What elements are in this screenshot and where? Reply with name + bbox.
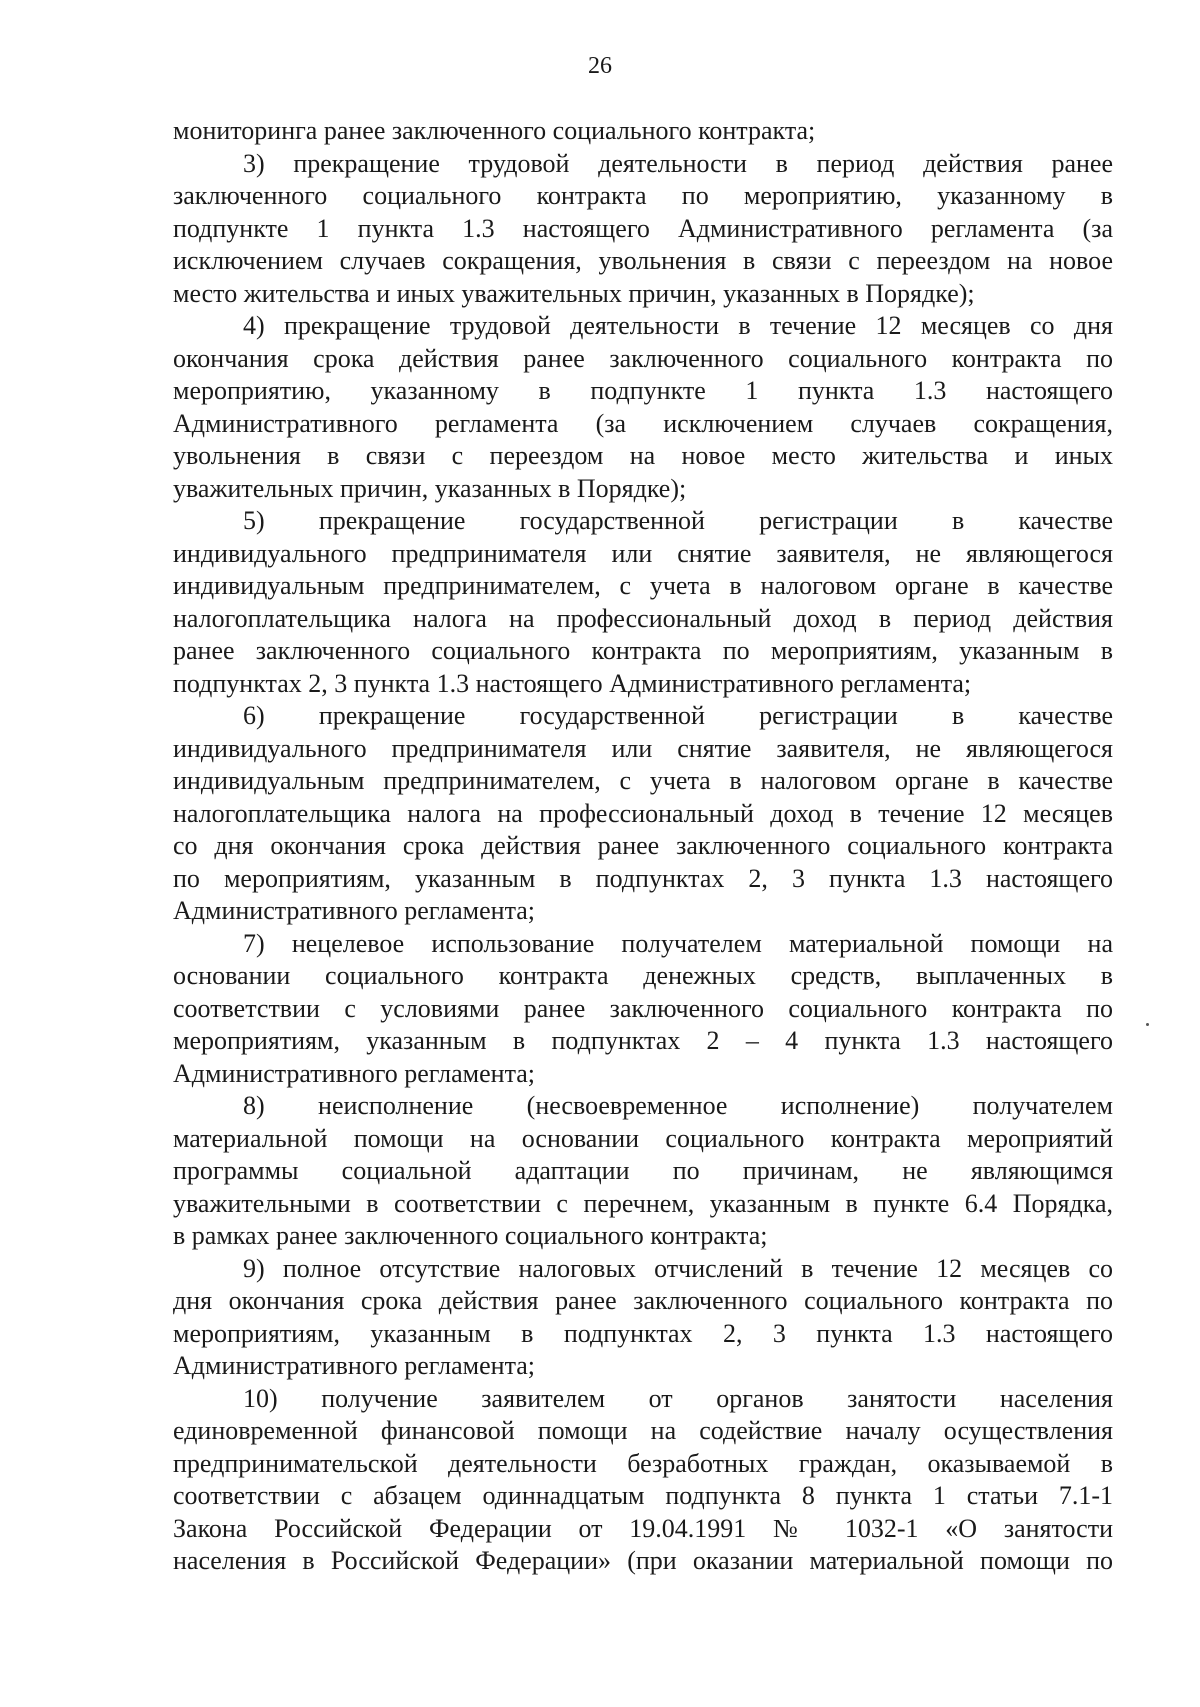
text-line: Административного регламента; xyxy=(173,1058,536,1088)
text-line: соответствии с условиями ранее заключенного социального контракта по xyxy=(173,993,1113,1023)
text-line: программы социальной адаптации по причинам, не являющимся xyxy=(173,1156,1113,1185)
text-line: основании социального контракта денежных средств, выплаченных в xyxy=(173,961,1113,990)
text-line: Административного регламента (за исключением случаев сокращения, xyxy=(173,408,1113,438)
text-line: дня окончания срока действия ранее заключенного социального контракта по xyxy=(173,1286,1113,1315)
text-line: уважительных причин, указанных в Порядке); xyxy=(173,473,687,503)
text-line: 8) неисполнение (несвоевременное исполнение) получателем xyxy=(243,1091,1113,1120)
text-line: подпунктах 2, 3 пункта 1.3 настоящего Административного регламента; xyxy=(173,668,972,698)
text-line: индивидуальным предпринимателем, с учета в налоговом органе в качестве xyxy=(173,766,1113,795)
text-line: соответствии с абзацем одиннадцатым подпункта 8 пункта 1 статьи 7.1-1 xyxy=(173,1481,1113,1510)
text-line: подпункте 1 пункта 1.3 настоящего Административного регламента (за xyxy=(173,213,1113,243)
text-line: индивидуальным предпринимателем, с учета в налоговом органе в качестве xyxy=(173,571,1113,600)
text-line: уважительными в соответствии с перечнем, указанным в пункте 6.4 Порядка, xyxy=(173,1188,1113,1218)
text-line: исключением случаев сокращения, увольнения в связи с переездом на новое xyxy=(173,246,1113,275)
text-line: 9) полное отсутствие налоговых отчислений в течение 12 месяцев со xyxy=(243,1253,1113,1283)
text-line: 3) прекращение трудовой деятельности в период действия ранее xyxy=(243,148,1113,178)
text-line: 4) прекращение трудовой деятельности в течение 12 месяцев со дня xyxy=(243,311,1113,340)
text-line: налогоплательщика налога на профессиональный доход в течение 12 месяцев xyxy=(173,798,1113,828)
text-line: 10) получение заявителем от органов занятости населения xyxy=(243,1383,1113,1413)
page-number: 26 xyxy=(588,53,612,79)
text-line: 6) прекращение государственной регистрации в качестве xyxy=(243,701,1113,730)
text-line: индивидуального предпринимателя или снятие заявителя, не являющегося xyxy=(173,733,1113,763)
text-line: мероприятиям, указанным в подпунктах 2, 3 пункта 1.3 настоящего xyxy=(173,1318,1113,1348)
scan-artifact xyxy=(1146,1023,1149,1026)
text-line: по мероприятиям, указанным в подпунктах 2, 3 пункта 1.3 настоящего xyxy=(173,863,1113,893)
text-line: единовременной финансовой помощи на содействие началу осуществления xyxy=(173,1416,1113,1445)
text-line: мероприятию, указанному в подпункте 1 пункта 1.3 настоящего xyxy=(173,376,1113,405)
text-line: ранее заключенного социального контракта по мероприятиям, указанным в xyxy=(173,636,1113,665)
text-line: индивидуального предпринимателя или снятие заявителя, не являющегося xyxy=(173,538,1113,568)
text-line: окончания срока действия ранее заключенного социального контракта по xyxy=(173,343,1113,373)
text-line: мероприятиям, указанным в подпунктах 2 – 4 пункта 1.3 настоящего xyxy=(173,1026,1113,1055)
text-line: Закона Российской Федерации от 19.04.1991 № 1032-1 «О занятости xyxy=(173,1513,1113,1543)
text-line: заключенного социального контракта по мероприятию, указанному в xyxy=(173,181,1113,210)
text-line: материальной помощи на основании социального контракта мероприятий xyxy=(173,1123,1113,1153)
text-line: в рамках ранее заключенного социального контракта; xyxy=(173,1221,768,1250)
text-line: 5) прекращение государственной регистрации в качестве xyxy=(243,506,1113,535)
text-line: мониторинга ранее заключенного социального контракта; xyxy=(173,116,816,145)
text-line: увольнения в связи с переездом на новое место жительства и иных xyxy=(173,441,1113,470)
text-line: 7) нецелевое использование получателем материальной помощи на xyxy=(243,928,1113,958)
document-body xyxy=(173,115,1113,1578)
text-line: со дня окончания срока действия ранее заключенного социального контракта xyxy=(173,831,1113,860)
text-line: населения в Российской Федерации» (при оказании материальной помощи по xyxy=(173,1546,1113,1575)
text-line: предпринимательской деятельности безработных граждан, оказываемой в xyxy=(173,1448,1113,1478)
text-line: Административного регламента; xyxy=(173,896,536,925)
text-line: налогоплательщика налога на профессиональный доход в период действия xyxy=(173,603,1113,633)
text-line: Административного регламента; xyxy=(173,1351,536,1380)
text-line: место жительства и иных уважительных причин, указанных в Порядке); xyxy=(173,278,975,308)
